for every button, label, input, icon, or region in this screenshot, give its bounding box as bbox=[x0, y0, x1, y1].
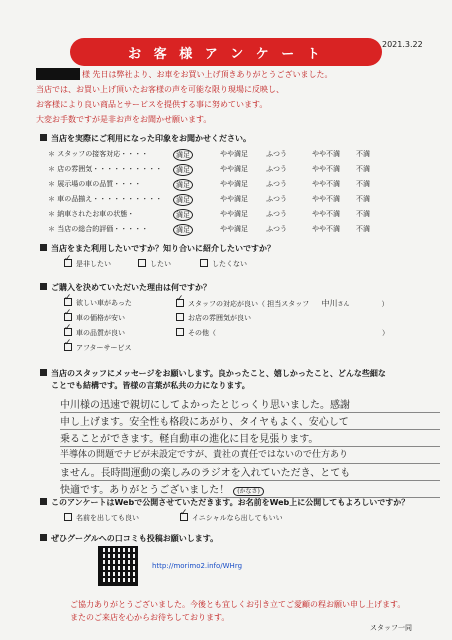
q4-title: 当店のスタッフにメッセージをお願いします。良かったこと、嬉しかったこと、どんな些細な ことでも結構です。皆様の言葉が私共の力になります。 bbox=[40, 368, 440, 392]
rating-option[interactable]: 満足 bbox=[173, 209, 193, 221]
review-link[interactable]: http://morimo2.info/WHrg bbox=[152, 562, 243, 570]
checkbox-icon bbox=[200, 259, 208, 267]
rating-option[interactable]: 不満 bbox=[356, 225, 370, 233]
message-line: 申し上げます。安全性も格段にあがり、タイヤもよく、安心して bbox=[60, 413, 440, 430]
rating-option[interactable]: やや満足 bbox=[220, 165, 248, 173]
rating-option[interactable]: やや不満 bbox=[312, 180, 340, 188]
rating-option[interactable]: やや満足 bbox=[220, 195, 248, 203]
closing-line: またのご来店を心からお待ちしております。 bbox=[70, 613, 230, 622]
rating-row-label: ＊ 車の品揃え・・・・・・・・・・ bbox=[48, 195, 163, 203]
checkbox-checked-icon bbox=[64, 259, 72, 267]
message-line: 快適です。ありがとうございました！ (かなさ) bbox=[60, 481, 440, 498]
intro-line: 大変お手数ですが是非お声をお聞かせ願います。 bbox=[36, 115, 212, 124]
rating-option[interactable]: ふつう bbox=[266, 165, 287, 173]
q6-title: ぜひグーグルへの口コミも投稿お願いします。 bbox=[40, 533, 218, 544]
rating-option[interactable]: ふつう bbox=[266, 225, 287, 233]
bullet-square-icon bbox=[40, 134, 47, 141]
rating-option[interactable]: やや不満 bbox=[312, 150, 340, 158]
rating-option[interactable]: やや満足 bbox=[220, 210, 248, 218]
q2-option-1[interactable]: ✓是非したい bbox=[64, 259, 111, 269]
q5-option-2[interactable]: ✓ イニシャルなら出してもいい bbox=[180, 513, 283, 523]
checkbox-checked-icon bbox=[64, 298, 72, 306]
rating-option[interactable]: 不満 bbox=[356, 195, 370, 203]
q5-title: このアンケートはWebで公開させていただきます。お名前をWeb上に公開してもよろしいですか？ bbox=[40, 497, 409, 508]
rating-option[interactable]: 不満 bbox=[356, 150, 370, 158]
rating-option[interactable]: ふつう bbox=[266, 210, 287, 218]
closing-text bbox=[70, 598, 405, 624]
message-line: 乗ることができます。軽自動車の進化に目を見張ります。 bbox=[60, 430, 440, 447]
message-line: ません。長時間運動の楽しみのラジオを入れていただき、とても bbox=[60, 464, 440, 481]
q3-reason-6[interactable]: お店の雰囲気が良い bbox=[176, 313, 251, 323]
rating-option[interactable]: やや満足 bbox=[220, 225, 248, 233]
intro-line: 当店では、お買い上げ頂いたお客様の声を可能な限り現場に反映し、 bbox=[36, 85, 284, 94]
rating-option[interactable]: やや満足 bbox=[220, 150, 248, 158]
checkbox-checked-icon bbox=[64, 343, 72, 351]
rating-row bbox=[48, 179, 428, 194]
q3-reason-7[interactable]: その他（ bbox=[176, 328, 216, 338]
q3-title: ご購入を決めていただいた理由は何ですか？ bbox=[40, 282, 211, 293]
rating-row-label: ＊ 当店の総合的評価・・・・・ bbox=[48, 225, 149, 233]
rating-row bbox=[48, 224, 428, 239]
rating-option[interactable]: 満足 bbox=[173, 179, 193, 191]
q1-rating-table bbox=[48, 149, 428, 239]
survey-date: 2021.3.22 bbox=[382, 40, 423, 49]
rating-option[interactable]: 不満 bbox=[356, 210, 370, 218]
message-note: (かなさ) bbox=[233, 487, 264, 496]
staff-suffix: さん bbox=[337, 301, 350, 308]
rating-option[interactable]: 満足 bbox=[173, 224, 193, 236]
page-title: お 客 様 ア ン ケ ー ト bbox=[70, 38, 382, 66]
q5-option-1[interactable]: 名前を出しても良い bbox=[64, 513, 139, 523]
staff-name: 中川 bbox=[321, 299, 338, 308]
rating-option[interactable]: ふつう bbox=[266, 150, 287, 158]
q1-title: 当店を実際にご利用になった印象をお聞かせください。 bbox=[40, 133, 251, 144]
qr-code-icon[interactable] bbox=[100, 548, 136, 584]
bullet-square-icon bbox=[40, 498, 47, 505]
rating-row-label: ＊ スタッフの接客対応・・・・ bbox=[48, 150, 149, 158]
rating-option[interactable]: 不満 bbox=[356, 165, 370, 173]
bullet-square-icon bbox=[40, 283, 47, 290]
rating-row-label: ＊ 展示場の車の品質・・・・ bbox=[48, 180, 142, 188]
q3-reason-4[interactable]: ✓アフターサービス bbox=[64, 343, 132, 353]
rating-row bbox=[48, 164, 428, 179]
q2-title: 当店をまた利用したいですか？知り合いに紹介したいですか？ bbox=[40, 243, 275, 254]
rating-option[interactable]: やや不満 bbox=[312, 225, 340, 233]
intro-line: 様 先日は弊社より、お車をお買い上げ頂きありがとうございました。 bbox=[82, 70, 333, 79]
message-area[interactable] bbox=[60, 396, 440, 498]
rating-row bbox=[48, 194, 428, 209]
closing-line: ご協力ありがとうございました。今後とも宜しくお引き立てご愛顧の程お願い申し上げます。 bbox=[70, 600, 406, 609]
close-paren: ） bbox=[382, 329, 389, 337]
q3-reason-3[interactable]: ✓車の品質が良い bbox=[64, 328, 125, 338]
q3-reason-1[interactable]: ✓欲しい車があった bbox=[64, 298, 132, 308]
checkbox-checked-icon bbox=[64, 313, 72, 321]
q2-option-3[interactable]: したくない bbox=[200, 259, 247, 269]
intro-text bbox=[36, 67, 333, 127]
rating-option[interactable]: やや不満 bbox=[312, 210, 340, 218]
q2-option-2[interactable]: したい bbox=[138, 259, 171, 269]
rating-row-label: ＊ 納車されたお車の状態・ bbox=[48, 210, 135, 218]
rating-row bbox=[48, 209, 428, 224]
bullet-square-icon bbox=[40, 369, 47, 376]
rating-option[interactable]: やや満足 bbox=[220, 180, 248, 188]
signature: スタッフ一同 bbox=[370, 624, 412, 632]
message-line: 中川様の迅速で親切にしてよかったとじっくり思いました。感謝 bbox=[60, 396, 440, 413]
checkbox-checked-icon bbox=[176, 299, 184, 307]
checkbox-icon bbox=[176, 328, 184, 336]
rating-option[interactable]: 満足 bbox=[173, 149, 193, 161]
rating-row-label: ＊ 店の雰囲気・・・・・・・・・・ bbox=[48, 165, 163, 173]
rating-option[interactable]: 不満 bbox=[356, 180, 370, 188]
rating-option[interactable]: ふつう bbox=[266, 195, 287, 203]
redacted-name bbox=[36, 68, 80, 80]
q3-reason-2[interactable]: ✓車の価格が安い bbox=[64, 313, 125, 323]
rating-option[interactable]: 満足 bbox=[173, 164, 193, 176]
bullet-square-icon bbox=[40, 534, 47, 541]
checkbox-checked-icon bbox=[180, 513, 188, 521]
rating-option[interactable]: やや不満 bbox=[312, 195, 340, 203]
rating-option[interactable]: ふつう bbox=[266, 180, 287, 188]
message-line: 半導体の問題でナビが未設定ですが、貴社の責任ではないので仕方あり bbox=[60, 447, 440, 464]
intro-line: お客様により良い商品とサービスを提供する事に努めています。 bbox=[36, 100, 268, 109]
checkbox-checked-icon bbox=[64, 328, 72, 336]
bullet-square-icon bbox=[40, 244, 47, 251]
rating-option[interactable]: 満足 bbox=[173, 194, 193, 206]
rating-option[interactable]: やや不満 bbox=[312, 165, 340, 173]
checkbox-icon bbox=[64, 513, 72, 521]
checkbox-icon bbox=[138, 259, 146, 267]
q3-reason-5[interactable]: ✓スタッフの対応が良い（ 担当スタッフ 中川さん ） bbox=[176, 298, 388, 309]
rating-row bbox=[48, 149, 428, 164]
close-paren: ） bbox=[381, 300, 389, 308]
checkbox-icon bbox=[176, 313, 184, 321]
